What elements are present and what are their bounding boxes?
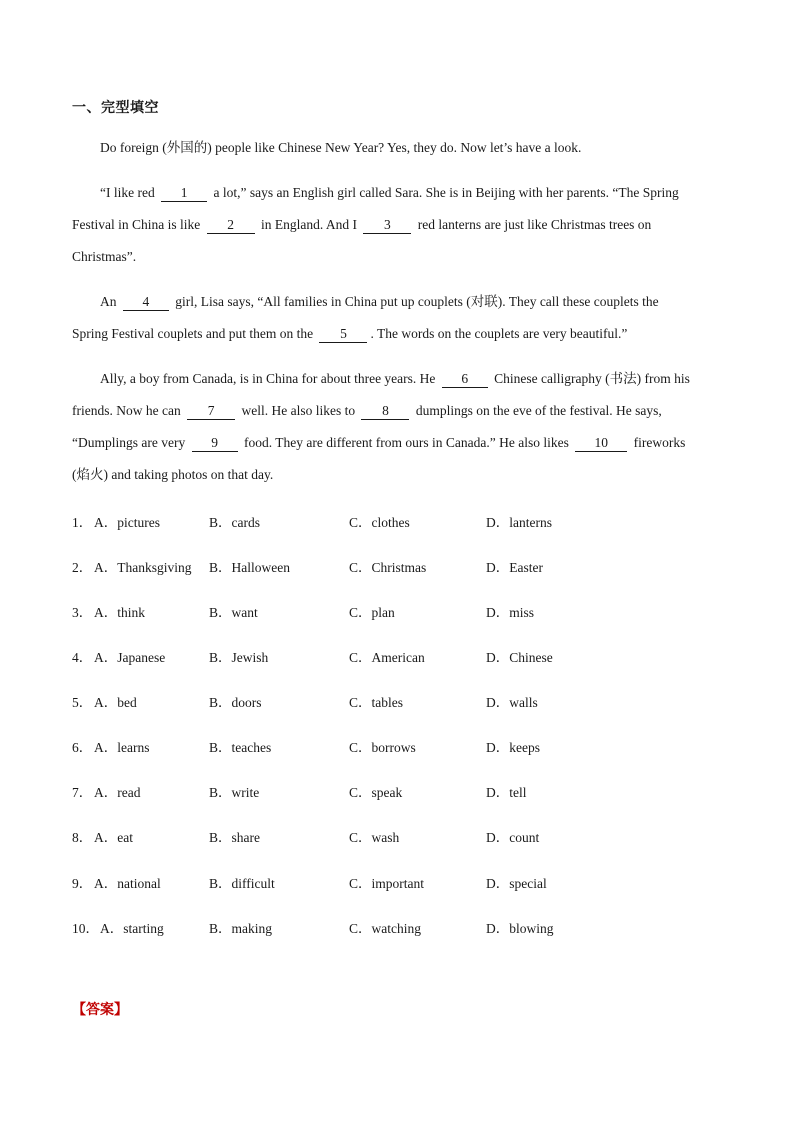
option-b[interactable]: B．doors [209,695,262,710]
blank-3: 3 [363,217,411,234]
option-d[interactable]: D．count [486,830,540,845]
option-a[interactable]: A．eat [94,830,133,845]
option-a[interactable]: A．Thanksgiving [94,560,192,575]
option-a[interactable]: A．starting [100,921,164,936]
option-c[interactable]: C．Christmas [349,560,427,575]
option-a[interactable]: A．bed [94,695,137,710]
question-row-9 [72,872,732,892]
blank-1: 1 [161,185,207,202]
question-number: 8． [72,830,93,845]
paragraph-3 [72,363,722,491]
text-run: a lot,” says an English girl called Sara. She is in Beijing with her parents. “The Spring [210,185,679,200]
question-row-5 [72,691,732,711]
option-b[interactable]: B．Jewish [209,650,269,665]
intro-paragraph [72,132,722,164]
text-run: (焰火) and taking photos on that day. [72,467,274,482]
option-a[interactable]: A．pictures [94,515,160,530]
option-d[interactable]: D．blowing [486,921,554,936]
text-run: Christmas”. [72,249,137,264]
text-run: dumplings on the eve of the festival. He says, [412,403,662,418]
question-row-4 [72,646,732,666]
option-d[interactable]: D．Chinese [486,650,553,665]
blank-10: 10 [575,435,627,452]
question-row-8 [72,826,732,846]
option-a[interactable]: A．Japanese [94,650,166,665]
text-run: red lanterns are just like Christmas trees on [414,217,652,232]
option-b[interactable]: B．Halloween [209,560,290,575]
question-number: 5． [72,695,93,710]
option-d[interactable]: D．tell [486,785,527,800]
text-run: . The words on the couplets are very beautiful.” [370,326,628,341]
option-b[interactable]: B．share [209,830,260,845]
option-d[interactable]: D．lanterns [486,515,552,530]
question-row-1 [72,511,732,531]
option-b[interactable]: B．want [209,605,258,620]
paragraph-1 [72,177,722,273]
option-a[interactable]: A．read [94,785,141,800]
question-number: 10． [72,921,99,936]
text-run: Festival in China is like [72,217,204,232]
question-row-10 [72,917,732,937]
option-a[interactable]: A．national [94,876,161,891]
option-b[interactable]: B．write [209,785,260,800]
question-number: 7． [72,785,93,800]
option-b[interactable]: B．teaches [209,740,272,755]
option-c[interactable]: C．important [349,876,424,891]
text-run: in England. And I [257,217,361,232]
blank-2: 2 [207,217,255,234]
question-number: 1． [72,515,93,530]
text-run: Ally, a boy from Canada, is in China for about three years. He [100,371,439,386]
text-run: Spring Festival couplets and put them on the [72,326,317,341]
text-run: “Dumplings are very [72,435,189,450]
option-c[interactable]: C．watching [349,921,421,936]
option-a[interactable]: A．learns [94,740,150,755]
option-c[interactable]: C．tables [349,695,403,710]
blank-5: 5 [319,326,367,343]
text-run: An [100,294,120,309]
question-number: 9． [72,876,93,891]
text-run: “I like red [100,185,159,200]
question-row-2 [72,556,732,576]
blank-8: 8 [361,403,409,420]
option-d[interactable]: D．miss [486,605,535,620]
paragraph-2 [72,286,722,350]
question-row-6 [72,736,732,756]
text-run: girl, Lisa says, “All families in China put up couplets (对联). They call these couplets the [171,294,659,309]
option-c[interactable]: C．plan [349,605,395,620]
blank-4: 4 [123,294,169,311]
option-b[interactable]: B．difficult [209,876,275,891]
option-c[interactable]: C．American [349,650,425,665]
option-d[interactable]: D．Easter [486,560,543,575]
blank-9: 9 [192,435,238,452]
text-run: well. He also likes to [238,403,359,418]
question-number: 4． [72,650,93,665]
text-run: friends. Now he can [72,403,185,418]
option-d[interactable]: D．keeps [486,740,540,755]
section-title: 一、完型填空 [72,100,159,116]
question-number: 2． [72,560,93,575]
question-number: 3． [72,605,93,620]
option-b[interactable]: B．making [209,921,272,936]
option-c[interactable]: C．wash [349,830,400,845]
text-run: fireworks [630,435,686,450]
question-row-7 [72,781,732,801]
blank-6: 6 [442,371,488,388]
option-c[interactable]: C．clothes [349,515,410,530]
option-d[interactable]: D．special [486,876,547,891]
blank-7: 7 [187,403,235,420]
option-c[interactable]: C．borrows [349,740,416,755]
option-a[interactable]: A．think [94,605,146,620]
question-number: 6． [72,740,93,755]
answer-label: 【答案】 [72,1002,128,1018]
option-c[interactable]: C．speak [349,785,403,800]
text-run: food. They are different from ours in Canada.” He also likes [240,435,573,450]
question-row-3 [72,601,732,621]
option-d[interactable]: D．walls [486,695,538,710]
text-run: Chinese calligraphy (书法) from his [490,371,690,386]
option-b[interactable]: B．cards [209,515,260,530]
intro-text: Do foreign (外国的) people like Chinese New Year? Yes, they do. Now let’s have a look. [100,140,582,155]
